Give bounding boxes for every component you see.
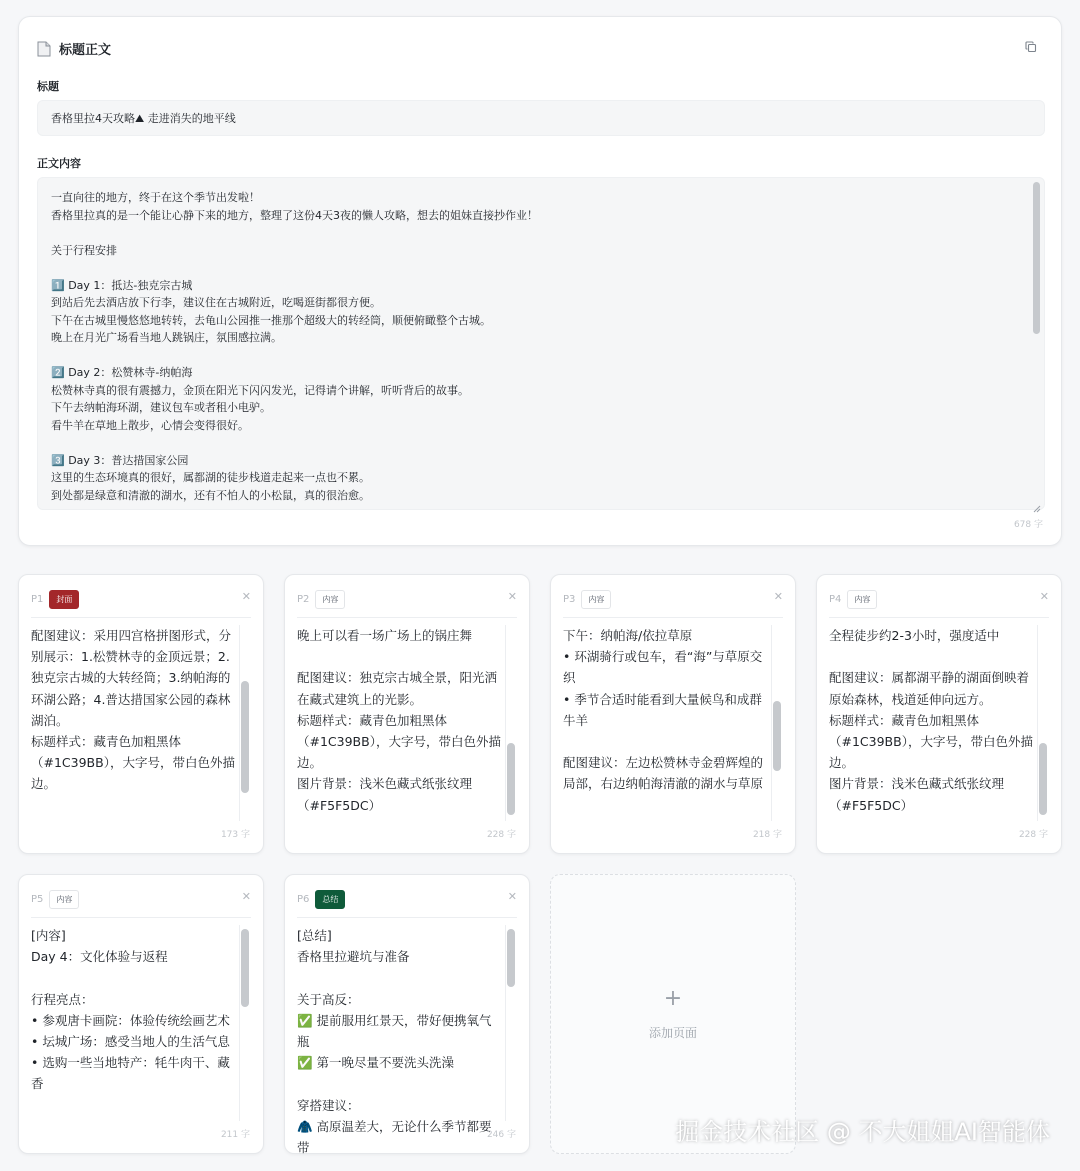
page-card-text[interactable]: 下午：纳帕海/依拉草原 • 环湖骑行或包车，看“海”与草原交织 • 季节合适时能看到大量候鸟和成群牛羊 配图建议：左边松赞林寺金碧辉煌的局部，右边纳帕海清澈的湖水与草原 [563,628,764,792]
divider [563,617,783,618]
page-card-scrollbar[interactable] [773,701,781,771]
panel-header [37,39,111,58]
page-card[interactable] [816,574,1062,854]
page-card[interactable] [18,874,264,1154]
page-card-text[interactable]: 配图建议：采用四宫格拼图形式，分别展示：1.松赞林寺的金顶远景；2.独克宗古城的大转经筒；3.纳帕海的环湖公路；4.普达措国家公园的森林湖泊。 标题样式：藏青色加粗黑体（#1C39BB），大字号，带白色外描边。 [31,628,235,792]
page-card[interactable] [550,574,796,854]
page-card-text[interactable]: [总结] 香格里拉避坑与准备 关于高反： ✅ 提前服用红景天，带好便携氧气瓶 ✅ 第一晚尽量不要洗头洗澡 穿搭建议： 🧥 高原温差大，无论什么季节都要带 [297,928,492,1156]
title-input-value: 香格里拉4天攻略⛰ 走进消失的地平线 [51,112,236,125]
page-card-header [829,588,1049,610]
page-number: P1 [31,593,44,605]
page-card[interactable] [18,574,264,854]
body-textarea[interactable] [37,177,1045,510]
page-number: P6 [297,893,310,905]
close-icon[interactable]: ✕ [241,590,251,603]
resize-handle-icon[interactable] [1033,498,1041,506]
page-card-text[interactable]: 晚上可以看一场广场上的锅庄舞 配图建议：独克宗古城全景，阳光洒在藏式建筑上的光影。 标题样式：藏青色加粗黑体（#1C39BB），大字号，带白色外描边。 图片背景：浅米色藏式纸张纹理（#F5F5DC） [297,628,501,813]
page-card-header [563,588,783,610]
page-card-text[interactable]: 全程徒步约2-3小时，强度适中 配图建议：属都湖平静的湖面倒映着原始森林，栈道延伸向远方。 标题样式：藏青色加粗黑体（#1C39BB），大字号，带白色外描边。 图片背景：浅米色藏式纸张纹理（#F5F5DC） [829,628,1033,813]
title-label: 标题 [37,80,59,93]
page-card[interactable] [284,574,530,854]
page-type-badge: 内容 [315,590,345,609]
page-card-scrollbar[interactable] [241,929,249,1007]
page-type-badge: 内容 [847,590,877,609]
close-icon[interactable]: ✕ [773,590,783,603]
page-card-scrollbar[interactable] [507,743,515,815]
page-number: P2 [297,593,310,605]
page-char-count: 228 字 [1018,830,1048,840]
page-card-header [31,588,251,610]
page-card-scrollbar[interactable] [1039,743,1047,815]
panel-title: 标题正文 [59,43,112,58]
page-card-header [31,888,251,910]
textarea-scrollbar[interactable] [1033,182,1040,334]
close-icon[interactable]: ✕ [241,890,251,903]
page-card-header [297,888,517,910]
document-icon [37,41,51,57]
page-char-count: 228 字 [486,830,516,840]
page-char-count: 211 字 [220,1130,250,1140]
close-icon[interactable]: ✕ [507,590,517,603]
page-card-header [297,588,517,610]
title-body-panel [18,16,1062,546]
divider [829,617,1049,618]
body-char-count: 678 字 [1013,520,1043,530]
page-card[interactable] [284,874,530,1154]
divider [297,617,517,618]
page-char-count: 173 字 [220,830,250,840]
divider [31,617,251,618]
add-page-label: 添加页面 [648,1025,697,1040]
body-textarea-value: 一直向往的地方，终于在这个季节出发啦！ 香格里拉真的是一个能让心静下来的地方，整理了这份4天3夜的懒人攻略，想去的姐妹直接抄作业！ 关于行程安排 1️⃣ Day 1：抵达-独克宗古城 到站后先去酒店放下行李，建议住在古城附近，吃喝逛街都很方便。 下午在古城里慢悠悠地转转，去龟山公园推一推那个超级大的转经筒，顺便俯瞰整个古城。 晚上在月光广场看当地人跳锅庄，氛围感拉满。 2️⃣ Day 2：松赞林寺-纳帕海 松赞林寺真的很有震撼力，金顶在阳光下闪闪发光，记得请个讲解，听听背后的故事。 下午去纳帕海环湖，建议包车或者租小电驴。 看牛羊在草地上散步，心情会变得很好。 3️⃣ Day 3：普达措国家公园 这里的生态环境真的很好，属都湖的徒步栈道走起来一点也不累。 到处都是绿意和清澈的湖水，还有不怕人的小松鼠，真的很治愈。 [51,191,538,502]
page-char-count: 246 字 [486,1130,516,1140]
page-card-scrollbar[interactable] [241,681,249,793]
page-type-badge: 内容 [49,890,79,909]
page-type-badge: 内容 [581,590,611,609]
divider [297,917,517,918]
page-type-badge: 总结 [315,890,345,909]
body-label: 正文内容 [37,157,81,170]
page-number: P4 [829,593,842,605]
watermark: 掘金技术社区 @ 不大姐姐AI智能体 [675,1118,1050,1146]
page-char-count: 218 字 [752,830,782,840]
divider [31,917,251,918]
page-card-text[interactable]: [内容] Day 4：文化体验与返程 行程亮点： • 参观唐卡画院：体验传统绘画艺术 • 坛城广场：感受当地人的生活气息 • 选购一些当地特产：牦牛肉干、藏香 [31,928,230,1092]
close-icon[interactable]: ✕ [507,890,517,903]
page-type-badge: 封面 [49,590,79,609]
close-icon[interactable]: ✕ [1039,590,1049,603]
page-number: P5 [31,893,44,905]
copy-icon[interactable] [1023,39,1039,55]
plus-icon: + [663,985,683,1011]
page-card-scrollbar[interactable] [507,929,515,987]
title-input[interactable] [37,100,1045,136]
page-number: P3 [563,593,576,605]
